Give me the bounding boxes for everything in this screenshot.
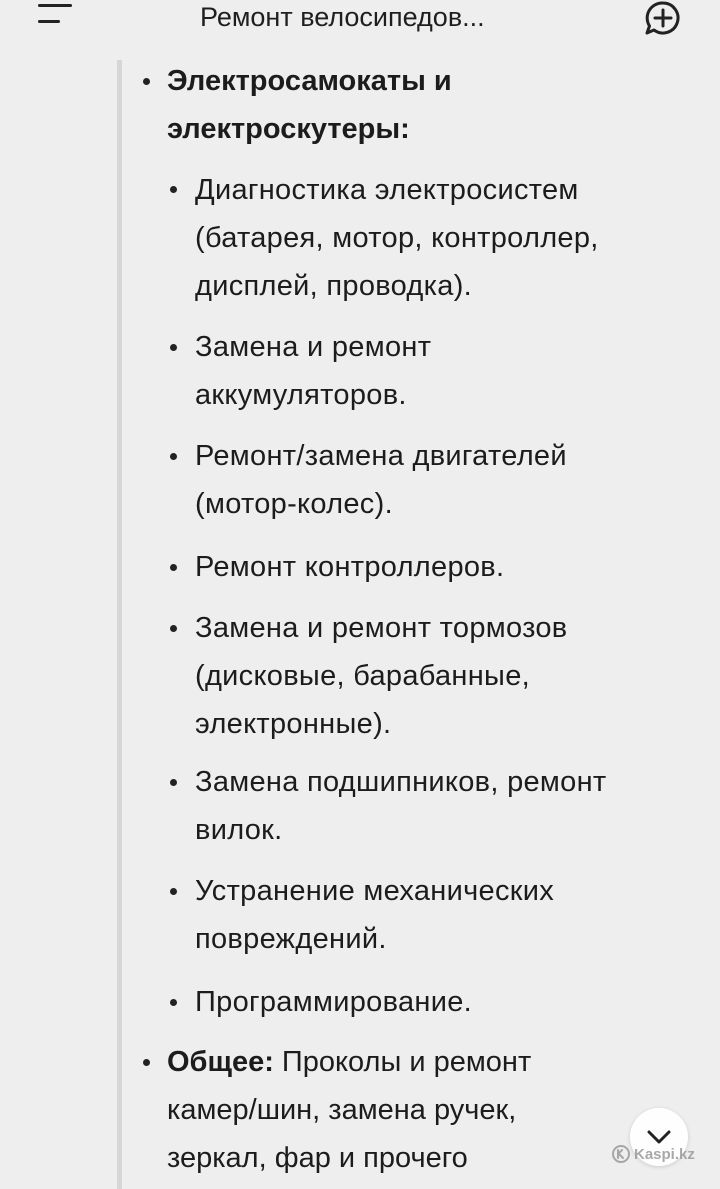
bullet: [143, 78, 150, 85]
bullet: [170, 888, 177, 895]
list-item: Замена подшипников, ремонт вилок.: [195, 766, 607, 846]
list-item: Замена и ремонт аккумуляторов.: [195, 331, 432, 411]
list-item: Ремонт/замена двигателей (мотор-колес).: [195, 440, 567, 520]
section-general-text: Проколы и ремонт камер/шин, замена ручек, зеркал, фар и прочего: [167, 1046, 532, 1174]
bullet: [170, 186, 177, 193]
bullet: [143, 1059, 150, 1066]
list-item: Ремонт контроллеров.: [195, 551, 505, 583]
bullet: [170, 564, 177, 571]
bullet: [170, 625, 177, 632]
bullet: [170, 344, 177, 351]
watermark-text: Kaspi.kz: [634, 1145, 695, 1163]
section-ebikes-label: Электросамокаты и электроскутеры:: [167, 65, 452, 145]
chat-title[interactable]: Ремонт велосипедов...: [200, 2, 485, 32]
bullet: [170, 999, 177, 1006]
list-item: Программирование.: [195, 986, 472, 1018]
section-general: [167, 1038, 607, 1182]
watermark: [612, 1143, 695, 1165]
kaspi-logo-icon: [612, 1145, 630, 1163]
bullet: [170, 779, 177, 786]
list-item: Замена и ремонт тормозов (дисковые, барабанные, электронные).: [195, 612, 568, 740]
section-general-label: Общее:: [167, 1046, 274, 1078]
list-item: Диагностика электросистем (батарея, мотор, контроллер, дисплей, проводка).: [195, 174, 599, 302]
bullet: [170, 453, 177, 460]
list-item: Устранение механических повреждений.: [195, 875, 555, 955]
